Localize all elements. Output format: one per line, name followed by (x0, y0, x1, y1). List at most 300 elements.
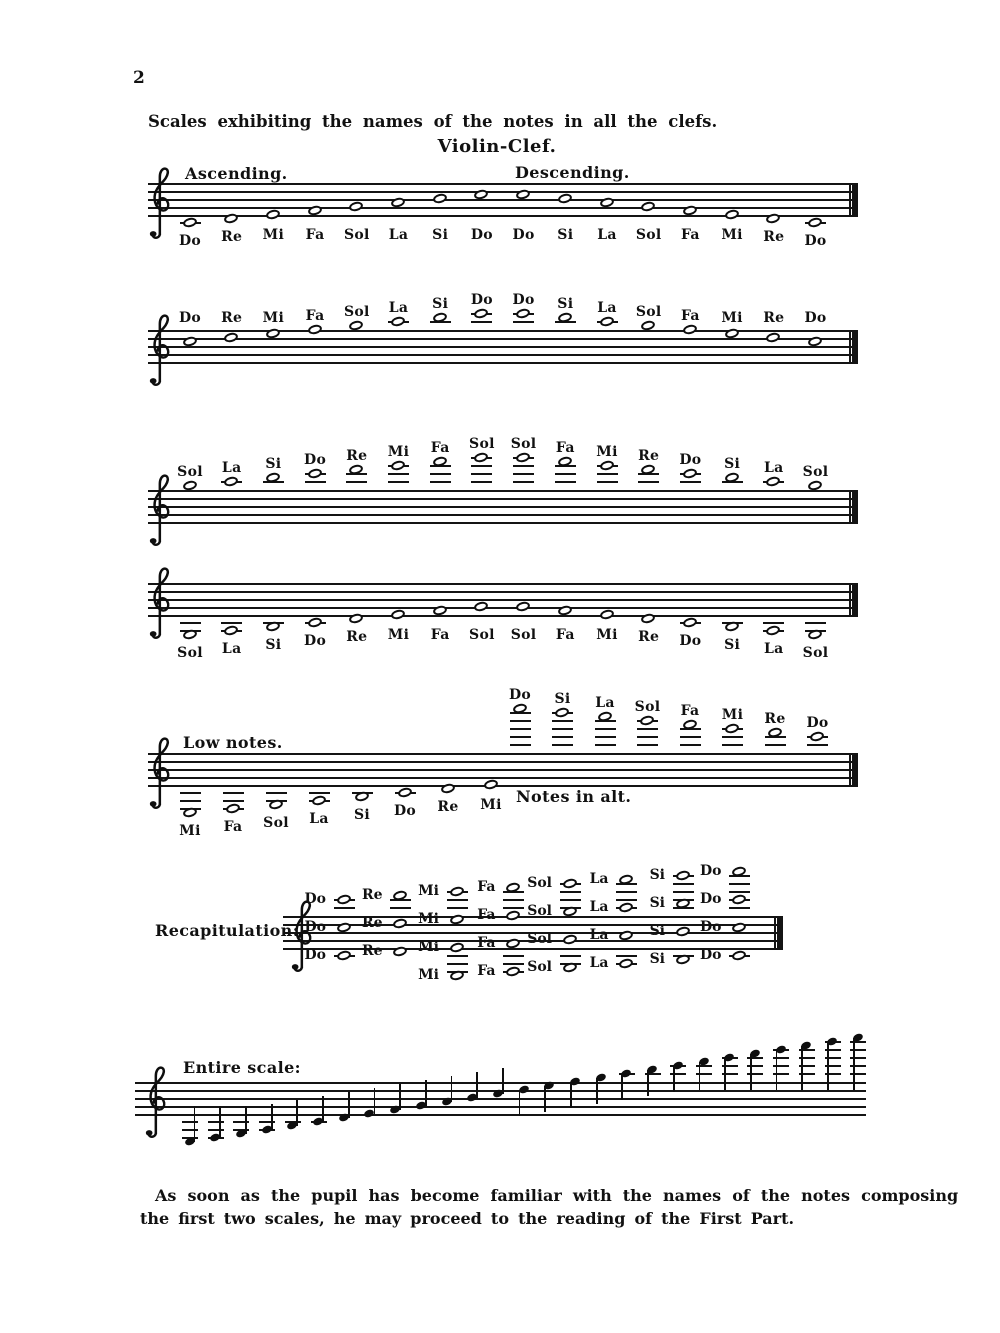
ledger-line (221, 622, 242, 624)
note-name-label: Fa (680, 227, 700, 243)
ledger-line (182, 1129, 198, 1131)
staff-line (148, 785, 858, 787)
note-name-label: Fa (680, 308, 700, 324)
staff-annotation: Descending. (515, 163, 630, 182)
note-name-label: Sol (177, 645, 203, 661)
ledger-line (560, 899, 581, 901)
whole-note (682, 467, 698, 479)
note-name-label: Sol (469, 627, 495, 643)
note-name-label: Do (804, 310, 827, 326)
note-name-label: Sol (263, 815, 289, 831)
note-stem (750, 1054, 752, 1090)
whole-note (182, 216, 198, 228)
ledger-line (595, 736, 616, 738)
whole-note (474, 307, 490, 319)
note-name-label: Sol (634, 699, 661, 715)
ledger-line (597, 481, 618, 483)
note-name-label: Do (393, 803, 417, 819)
barline-thin (849, 490, 851, 524)
note-name-label: Si (353, 807, 371, 823)
staff-line (148, 607, 858, 609)
whole-note (724, 722, 740, 734)
whole-note (505, 965, 521, 977)
ledger-line (552, 736, 573, 738)
note-stem (724, 1058, 726, 1090)
ledger-line (346, 481, 367, 483)
whole-note (390, 315, 406, 327)
whole-note (809, 730, 825, 742)
note-name-label: Mi (721, 707, 744, 723)
note-name-label: Re (437, 799, 459, 815)
whole-note (392, 917, 408, 929)
recap-note-label: Fa (477, 907, 496, 923)
ledger-line (638, 481, 659, 483)
note-name-label: Fa (305, 308, 325, 324)
ledger-line (729, 883, 750, 885)
treble-clef-icon (140, 1060, 170, 1140)
ledger-line (510, 736, 531, 738)
treble-clef-icon (144, 731, 174, 811)
note-stem (699, 1062, 701, 1090)
whole-note (724, 208, 740, 220)
ledger-line (471, 473, 492, 475)
whole-note (307, 616, 323, 628)
whole-note (639, 714, 655, 726)
staff-line (148, 522, 858, 524)
note-stem (374, 1088, 376, 1114)
ledger-line (722, 744, 743, 746)
ledger-line (503, 963, 524, 965)
ledger-line (637, 744, 658, 746)
ledger-line (765, 744, 786, 746)
ledger-line (510, 720, 531, 722)
staff-line (148, 490, 858, 492)
footer-text-line1: As soon as the pupil has become familiar with the names of the notes composing (155, 1186, 959, 1205)
recap-note-label: Fa (477, 879, 496, 895)
staff-line (148, 769, 858, 771)
recap-note-label: Mi (418, 967, 439, 983)
whole-note (765, 475, 781, 487)
note-name-label: Sol (177, 464, 203, 480)
ledger-line (388, 481, 409, 483)
note-name-label: Mi (262, 227, 285, 243)
ledger-line (259, 1121, 275, 1123)
note-name-label: Mi (179, 823, 201, 839)
note-name-label: Re (221, 310, 243, 326)
note-stem (194, 1106, 196, 1142)
ledger-line (807, 744, 828, 746)
note-stem (476, 1072, 478, 1098)
note-stem (853, 1038, 855, 1090)
ledger-line (180, 792, 201, 794)
recap-note-label: La (589, 955, 609, 971)
ledger-line (447, 963, 468, 965)
whole-note (765, 624, 781, 636)
whole-note (397, 786, 413, 798)
ledger-line (180, 800, 201, 802)
note-stem (621, 1074, 623, 1100)
ledger-line (447, 907, 468, 909)
clef-title: Violin-Clef. (437, 136, 557, 157)
ledger-line (555, 481, 576, 483)
final-barline (852, 330, 858, 364)
ledger-line (513, 321, 534, 323)
note-stem (776, 1050, 778, 1090)
ledger-line (510, 728, 531, 730)
ledger-line (503, 955, 524, 957)
whole-note (505, 909, 521, 921)
ledger-line (616, 891, 637, 893)
treble-clef-icon (144, 468, 174, 548)
staff-line (148, 362, 858, 364)
whole-note (618, 957, 634, 969)
staff-line (148, 506, 858, 508)
ledger-line (560, 891, 581, 893)
page-number: 2 (133, 68, 145, 88)
ledger-line (513, 473, 534, 475)
staff-line (148, 199, 858, 201)
whole-note (311, 794, 327, 806)
recap-note-label: Do (700, 947, 722, 963)
final-barline (852, 583, 858, 617)
recap-note-label: Mi (418, 939, 439, 955)
note-name-label: Fa (430, 440, 450, 456)
note-name-label: Mi (596, 444, 618, 460)
staff-line (148, 753, 858, 755)
recap-note-label: La (589, 871, 609, 887)
note-name-label: Si (432, 227, 449, 243)
whole-note (483, 778, 499, 790)
note-name-label: Si (432, 296, 449, 312)
recap-note-label: Mi (418, 911, 439, 927)
whole-note (599, 608, 615, 620)
note-stem (673, 1066, 675, 1092)
note-name-label: Re (346, 448, 368, 464)
note-name-label: Do (804, 233, 827, 249)
recap-note-label: Si (649, 951, 665, 967)
note-stem (296, 1100, 298, 1126)
recap-note-label: Re (361, 943, 383, 959)
whole-note (618, 901, 634, 913)
whole-note (223, 331, 239, 343)
whole-note (307, 467, 323, 479)
ledger-line (680, 744, 701, 746)
recap-note-label: Do (700, 919, 722, 935)
note-name-label: Re (638, 629, 660, 645)
note-name-label: La (388, 227, 409, 243)
whole-note (557, 192, 573, 204)
whole-note (336, 893, 352, 905)
note-name-label: Re (638, 448, 660, 464)
note-name-label: Re (763, 229, 785, 245)
ledger-line (503, 899, 524, 901)
note-stem (801, 1046, 803, 1090)
note-stem (827, 1042, 829, 1090)
ledger-line (729, 907, 750, 909)
ledger-line (680, 481, 701, 483)
whole-note (390, 459, 406, 471)
note-name-label: Si (557, 227, 574, 243)
ledger-line (503, 907, 524, 909)
note-name-label: Fa (223, 819, 243, 835)
final-barline (777, 916, 783, 950)
ledger-line (763, 622, 784, 624)
note-name-label: Si (557, 296, 574, 312)
staff-line (148, 591, 858, 593)
note-name-label: Re (764, 711, 786, 727)
ledger-line (305, 481, 326, 483)
staff-line (148, 191, 858, 193)
note-name-label: Sol (510, 436, 537, 452)
staff-line (148, 346, 858, 348)
ledger-line (722, 736, 743, 738)
staff-line (135, 1082, 866, 1084)
note-name-label: Sol (802, 645, 829, 661)
note-stem (451, 1076, 453, 1102)
staff-line (148, 354, 858, 356)
whole-note (474, 451, 490, 463)
note-name-label: Sol (510, 627, 537, 643)
ledger-line (673, 883, 694, 885)
note-name-label: Sol (802, 464, 829, 480)
recap-note-label: Do (304, 947, 326, 963)
note-name-label: Do (304, 452, 327, 468)
note-name-label: La (595, 695, 615, 711)
note-name-label: Fa (430, 627, 450, 643)
note-name-label: Si (724, 637, 741, 653)
note-name-label: Fa (555, 627, 575, 643)
staff-line (148, 498, 858, 500)
ledger-line (266, 792, 287, 794)
note-name-label: Do (512, 227, 535, 243)
note-name-label: Fa (555, 440, 575, 456)
note-name-label: Do (679, 633, 702, 649)
note-name-label: Mi (480, 797, 502, 813)
staff-line (148, 330, 858, 332)
ledger-line (223, 800, 244, 802)
whole-note (640, 200, 656, 212)
note-stem (570, 1082, 572, 1108)
note-name-label: Si (265, 637, 282, 653)
note-name-label: La (221, 460, 242, 476)
final-barline (852, 490, 858, 524)
barline-thin (849, 183, 851, 217)
whole-note (307, 323, 323, 335)
note-name-label: Sol (635, 304, 662, 320)
note-name-label: Sol (469, 436, 495, 452)
note-name-label: La (221, 641, 242, 657)
whole-note (225, 802, 241, 814)
ledger-line (233, 1121, 249, 1123)
note-stem (245, 1106, 247, 1134)
ledger-line (595, 728, 616, 730)
whole-note (432, 192, 448, 204)
ledger-line (471, 481, 492, 483)
note-name-label: Sol (635, 227, 662, 243)
whole-note (675, 869, 691, 881)
whole-note (554, 706, 570, 718)
note-stem (544, 1086, 546, 1112)
note-stem (596, 1078, 598, 1104)
staff-line (148, 514, 858, 516)
recap-note-label: Sol (527, 875, 552, 891)
ledger-line (447, 899, 468, 901)
staff-annotation: Ascending. (185, 164, 288, 183)
footer-text-line2: the first two scales, he may proceed to the reading of the First Part. (140, 1209, 795, 1228)
ledger-line (430, 481, 451, 483)
ledger-line (430, 473, 451, 475)
treble-clef-icon (144, 561, 174, 641)
ledger-line (334, 907, 355, 909)
staff-annotation: Low notes. (183, 733, 283, 752)
note-name-label: La (764, 460, 784, 476)
note-name-label: Si (724, 456, 741, 472)
ledger-line (208, 1121, 224, 1123)
note-name-label: La (309, 811, 329, 827)
recap-note-label: Do (700, 891, 722, 907)
note-name-label: Mi (596, 627, 618, 643)
note-name-label: Sol (343, 227, 370, 243)
final-barline (852, 183, 858, 217)
note-name-label: Re (221, 229, 243, 245)
ledger-line (552, 728, 573, 730)
note-name-label: Do (508, 687, 532, 703)
note-stem (399, 1084, 401, 1110)
ledger-line (471, 321, 492, 323)
note-name-label: Mi (721, 227, 743, 243)
whole-note (390, 608, 406, 620)
ledger-line (805, 622, 826, 624)
ledger-line (471, 465, 492, 467)
staff-line (148, 761, 858, 763)
staff-line (148, 215, 858, 217)
ledger-line (597, 473, 618, 475)
recap-note-label: Do (700, 863, 722, 879)
staff-line (148, 207, 858, 209)
staff-line (135, 1098, 866, 1100)
note-stem (647, 1070, 649, 1096)
ledger-line (182, 1121, 198, 1123)
ledger-line (390, 907, 411, 909)
staff-annotation: Entire scale: (183, 1058, 301, 1077)
ledger-line (552, 744, 573, 746)
barline-thin (849, 330, 851, 364)
ledger-line (616, 955, 637, 957)
whole-note (515, 451, 531, 463)
whole-note (348, 200, 364, 212)
staff-line (148, 615, 858, 617)
ledger-line (208, 1129, 224, 1131)
note-name-label: La (597, 300, 617, 316)
note-name-label: Mi (387, 444, 410, 460)
recap-note-label: Do (304, 919, 326, 935)
note-name-label: Re (346, 629, 368, 645)
whole-note (515, 307, 531, 319)
recap-note-label: Fa (477, 963, 496, 979)
whole-note (682, 323, 698, 335)
staff-line (148, 183, 858, 185)
ledger-line (513, 465, 534, 467)
note-stem (348, 1092, 350, 1118)
whole-note (562, 933, 578, 945)
whole-note (449, 885, 465, 897)
whole-note (449, 941, 465, 953)
barline-thin (849, 753, 851, 787)
whole-note (807, 216, 823, 228)
note-name-label: Do (470, 292, 493, 308)
ledger-line (729, 891, 750, 893)
ledger-line (616, 899, 637, 901)
ledger-line (180, 622, 201, 624)
note-name-label: Fa (680, 703, 700, 719)
note-name-label: La (597, 227, 617, 243)
whole-note (223, 624, 239, 636)
note-name-label: Sol (343, 304, 370, 320)
ledger-line (560, 955, 581, 957)
ledger-line (309, 792, 330, 794)
recap-note-label: Sol (527, 959, 552, 975)
staff-line (148, 777, 858, 779)
note-stem (502, 1068, 504, 1094)
whole-note (731, 893, 747, 905)
note-name-label: Mi (387, 627, 410, 643)
whole-note (336, 949, 352, 961)
whole-note (223, 475, 239, 487)
note-name-label: Do (178, 233, 202, 249)
recap-note-label: Si (649, 923, 665, 939)
ledger-line (388, 473, 409, 475)
ledger-line (447, 955, 468, 957)
note-name-label: La (388, 300, 409, 316)
barline-thin (774, 916, 776, 950)
staff-annotation: Recapitulation: (155, 921, 299, 940)
recap-note-label: Fa (477, 935, 496, 951)
whole-note (562, 877, 578, 889)
recap-note-label: Do (304, 891, 326, 907)
recap-note-label: Si (649, 867, 665, 883)
note-name-label: Mi (721, 310, 743, 326)
ledger-line (555, 473, 576, 475)
whole-note (599, 459, 615, 471)
note-name-label: Do (512, 292, 535, 308)
treble-clef-icon (144, 308, 174, 388)
note-name-label: La (764, 641, 784, 657)
whole-note (765, 331, 781, 343)
note-stem (425, 1080, 427, 1106)
recap-note-label: Re (361, 887, 383, 903)
recap-note-label: Mi (418, 883, 439, 899)
whole-note (599, 315, 615, 327)
note-stem (271, 1104, 273, 1130)
whole-note (731, 949, 747, 961)
recap-note-label: Si (649, 895, 665, 911)
ledger-line (513, 481, 534, 483)
note-name-label: Do (304, 633, 327, 649)
whole-note (515, 600, 531, 612)
staff-annotation: Notes in alt. (516, 787, 632, 806)
note-name-label: Mi (262, 310, 285, 326)
ledger-line (595, 744, 616, 746)
recap-note-label: Sol (527, 931, 552, 947)
ledger-line (637, 728, 658, 730)
staff-line (148, 583, 858, 585)
whole-note (682, 616, 698, 628)
note-name-label: Do (806, 715, 829, 731)
page-heading: Scales exhibiting the names of the notes in all the clefs. (148, 112, 718, 131)
treble-clef-icon (144, 161, 174, 241)
ledger-line (637, 736, 658, 738)
note-name-label: Do (178, 310, 202, 326)
